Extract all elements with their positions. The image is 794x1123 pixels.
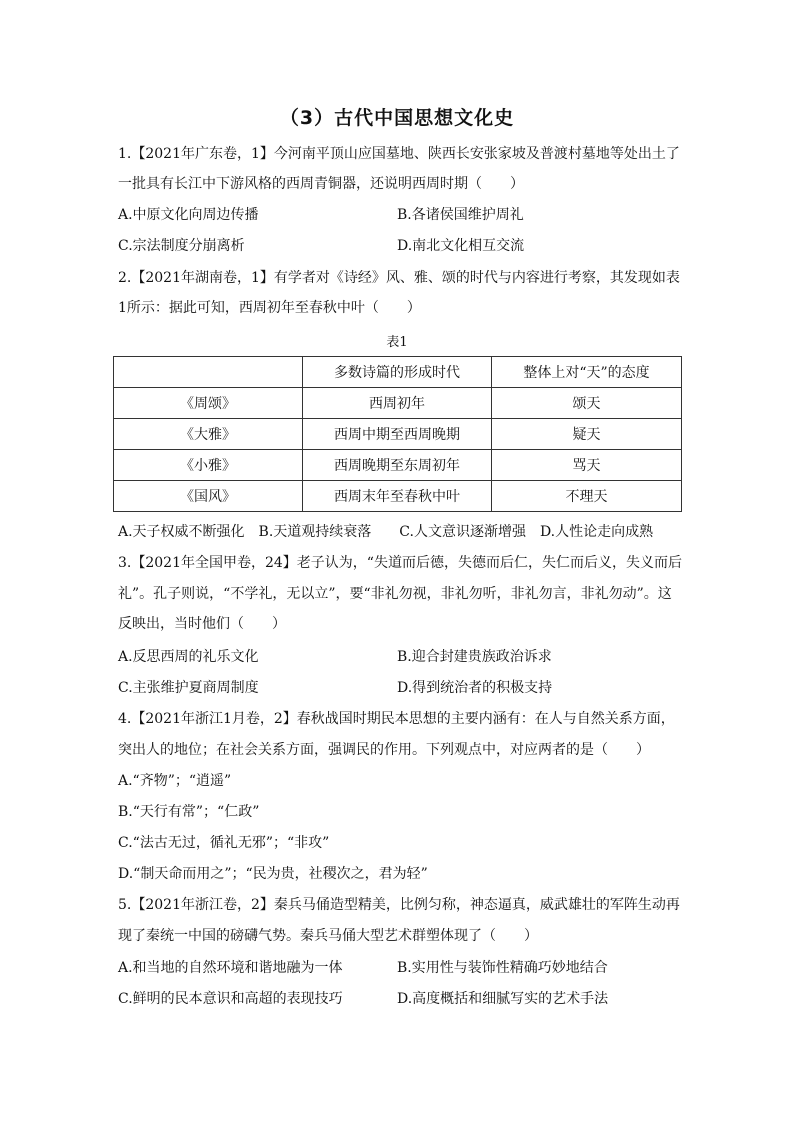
question-2-options: A.天子权威不断强化 B.天道观持续衰落 C.人文意识逐渐增强 D.人性论走向成熟 <box>118 524 654 540</box>
data-table <box>113 356 682 512</box>
question-3-option-b: B.迎合封建贵族政治诉求 <box>397 649 552 665</box>
table-row <box>114 419 682 450</box>
table-cell: 西周初年 <box>303 388 492 419</box>
table-header-cell: 整体上对“天”的态度 <box>492 357 682 388</box>
question-5-option-d: D.高度概括和细腻写实的艺术手法 <box>397 991 609 1007</box>
question-4-stem-line-1: 4.【2021年浙江1月卷，2】春秋战国时期民本思想的主要内涵有：在人与自然关系方面， <box>118 711 675 727</box>
question-3-option-d: D.得到统治者的积极支持 <box>397 680 553 696</box>
table-cell: 西周中期至西周晚期 <box>303 419 492 450</box>
question-4-stem-line-2: 突出人的地位；在社会关系方面，强调民的作用。下列观点中，对应两者的是（ ） <box>118 742 650 758</box>
table-row <box>114 388 682 419</box>
table-header-row <box>114 357 682 388</box>
question-5-option-b: B.实用性与装饰性精确巧妙地结合 <box>397 960 608 976</box>
question-4-option-a: A.“齐物”；“逍遥” <box>118 773 232 789</box>
question-3-stem-line-3: 反映出，当时他们（ ） <box>118 616 286 632</box>
table-cell: 不理天 <box>492 481 682 512</box>
question-5-option-c: C.鲜明的民本意识和高超的表现技巧 <box>118 991 343 1007</box>
question-2-stem-line-1: 2.【2021年湖南卷，1】有学者对《诗经》风、雅、颂的时代与内容进行考察，其发现如表 <box>118 270 680 286</box>
question-3-option-c: C.主张维护夏商周制度 <box>118 680 259 696</box>
question-3-option-a: A.反思西周的礼乐文化 <box>118 649 259 665</box>
table-row <box>114 481 682 512</box>
question-1-stem-line-2: 一批具有长江中下游风格的西周青铜器，还说明西周时期（ ） <box>118 176 524 192</box>
question-1-stem-line-1: 1.【2021年广东卷，1】今河南平顶山应国墓地、陕西长安张家坡及普渡村墓地等处出土了 <box>118 146 680 162</box>
question-1-option-b: B.各诸侯国维护周礼 <box>397 207 524 223</box>
table-header-cell <box>114 357 303 388</box>
question-1-option-d: D.南北文化相互交流 <box>397 238 525 254</box>
table-cell: 西周晚期至东周初年 <box>303 450 492 481</box>
question-3-stem-line-1: 3.【2021年全国甲卷，24】老子认为，“失道而后德，失德而后仁，失仁而后义，失义而后 <box>118 555 682 571</box>
table-header-cell: 多数诗篇的形成时代 <box>303 357 492 388</box>
table-caption: 表1 <box>386 335 408 350</box>
question-4-option-b: B.“天行有常”；“仁政” <box>118 804 260 820</box>
question-2-stem-line-2: 1所示：据此可知，西周初年至春秋中叶（ ） <box>118 300 421 316</box>
question-5-stem-line-1: 5.【2021年浙江卷，2】秦兵马俑造型精美，比例匀称，神态逼真，威武雄壮的军阵生动再 <box>118 897 680 913</box>
page-title: （3）古代中国思想文化史 <box>279 107 515 129</box>
table-cell: 疑天 <box>492 419 682 450</box>
question-4-option-d: D.“制天命而用之”；“民为贵，社稷次之，君为轻” <box>118 866 428 882</box>
question-1-option-a: A.中原文化向周边传播 <box>118 207 259 223</box>
question-3-stem-line-2: 礼”。孔子则说，“不学礼，无以立”，要“非礼勿视，非礼勿听，非礼勿言，非礼勿动”。这 <box>118 586 672 602</box>
table-cell: 《大雅》 <box>114 419 303 450</box>
table-row <box>114 450 682 481</box>
table-cell: 骂天 <box>492 450 682 481</box>
table-cell: 《小雅》 <box>114 450 303 481</box>
table-cell: 《国风》 <box>114 481 303 512</box>
table-cell: 西周末年至春秋中叶 <box>303 481 492 512</box>
table-cell: 《周颂》 <box>114 388 303 419</box>
question-5-stem-line-2: 现了秦统一中国的磅礴气势。秦兵马俑大型艺术群塑体现了（ ） <box>118 928 538 944</box>
question-4-option-c: C.“法古无过，循礼无邪”；“非攻” <box>118 835 330 851</box>
question-1-option-c: C.宗法制度分崩离析 <box>118 238 245 254</box>
table-cell: 颂天 <box>492 388 682 419</box>
question-5-option-a: A.和当地的自然环境和谐地融为一体 <box>118 960 343 976</box>
